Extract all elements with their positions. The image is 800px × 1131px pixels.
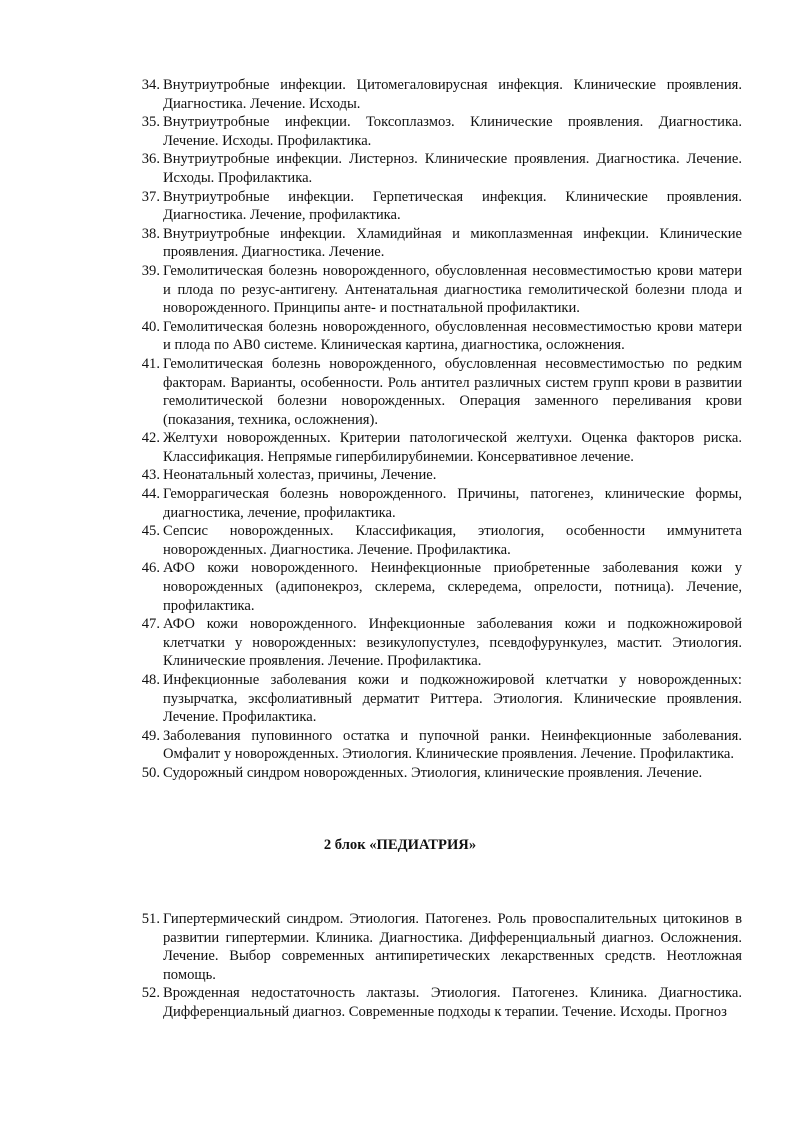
list-item — [0, 318, 800, 355]
list-item — [0, 188, 800, 225]
item-number: 45. — [141, 523, 160, 540]
item-text: Заболевания пуповинного остатка и пупочной ранки. Неинфекционные заболевания. Омфалит у новорожденных. Этиология. Клинические проявления. Лечение. Профилактика. — [163, 727, 742, 763]
item-number: 38. — [141, 225, 160, 242]
item-number: 42. — [141, 430, 160, 447]
item-number: 36. — [141, 151, 160, 168]
item-number: 46. — [141, 560, 160, 577]
item-text: Желтухи новорожденных. Критерии патологической желтухи. Оценка факторов риска. Классификация. Непрямые гипербилирубинемии. Консервативное лечение. — [163, 430, 742, 465]
list-item — [0, 485, 800, 522]
item-number: 43. — [141, 467, 160, 484]
item-text: Геморрагическая болезнь новорожденного. Причины, патогенез, клинические формы, диагностика, лечение, профилактика. — [163, 486, 742, 521]
item-text: Внутриутробные инфекции. Герпетическая инфекция. Клинические проявления. Диагностика. Лечение, профилактика. — [163, 188, 742, 224]
item-text: АФО кожи новорожденного. Неинфекционные приобретенные заболевания кожи у новорожденных (адипонекроз, склерема, склередема, опрелости, потница). Лечение, профилактика. — [163, 560, 742, 614]
list-item — [0, 466, 800, 485]
item-number: 51. — [141, 911, 160, 927]
question-list-pediatrics — [0, 910, 800, 1022]
item-text: Гипертермический синдром. Этиология. Патогенез. Роль провоспалительных цитокинов в развитии гипертермии. Клиника. Диагностика. Дифференциальный диагноз. Осложнения. Лечение. Выбор современных антипиретических лекарственных средств. Неотложная помощь. — [163, 911, 742, 983]
item-text: АФО кожи новорожденного. Инфекционные заболевания кожи и подкожножировой клетчатки у новорожденных: везикулопустулез, псевдофурункулез, мастит. Этиология. Клинические проявления. Лечение. Профилактика. — [163, 616, 742, 670]
item-text: Гемолитическая болезнь новорожденного, обусловленная несовместимостью по редким факторам. Варианты, особенности. Роль антител различных систем групп крови в развитии гемолитической болезни новорожденных. Операция заменного переливания крови (показания, техника, осложнения). — [163, 355, 742, 428]
list-item — [0, 355, 800, 429]
item-number: 39. — [141, 262, 160, 279]
item-number: 34. — [141, 77, 160, 93]
list-item — [0, 615, 800, 671]
list-item — [0, 559, 800, 615]
item-text: Сепсис новорожденных. Классификация, этиология, особенности иммунитета новорожденных. Диагностика. Лечение. Профилактика. — [163, 523, 742, 558]
item-number: 37. — [141, 188, 160, 205]
item-text: Судорожный синдром новорожденных. Этиология, клинические проявления. Лечение. — [163, 764, 703, 781]
item-number: 47. — [141, 616, 160, 633]
item-text: Инфекционные заболевания кожи и подкожножировой клетчатки у новорожденных: пузырчатка, эксфолиативный дерматит Риттера. Этиология. Клинические проявления. Лечение. Профилактика. — [163, 672, 742, 726]
list-item — [0, 764, 800, 783]
item-number: 49. — [141, 727, 160, 744]
block-title: 2 блок «ПЕДИАТРИЯ» — [323, 837, 477, 853]
question-list-neonatology — [0, 76, 800, 783]
item-number: 52. — [141, 985, 160, 1002]
list-item — [0, 671, 800, 727]
item-text: Гемолитическая болезнь новорожденного, обусловленная несовместимостью крови матери и плода по резус-антигену. Антенатальная диагностика гемолитической болезни плода и новорожденного. Принципы анте- и постнатальной профилактики. — [163, 262, 742, 317]
item-number: 48. — [141, 672, 160, 688]
item-text: Внутриутробные инфекции. Листерноз. Клинические проявления. Диагностика. Лечение. Исходы. Профилактика. — [163, 151, 742, 186]
list-item — [0, 429, 800, 466]
list-item — [0, 225, 800, 262]
item-number: 44. — [141, 486, 160, 503]
item-text: Внутриутробные инфекции. Хламидийная и микоплазменная инфекции. Клинические проявления. Диагностика. Лечение. — [163, 225, 742, 261]
list-item — [0, 727, 800, 764]
list-item — [0, 984, 800, 1021]
list-item — [0, 262, 800, 318]
item-number: 35. — [141, 114, 160, 131]
item-text: Неонатальный холестаз, причины, Лечение. — [163, 467, 437, 484]
list-item — [0, 113, 800, 150]
item-text: Врожденная недостаточность лактазы. Этиология. Патогенез. Клиника. Диагностика. Дифференциальный диагноз. Современные подходы к терапии. Течение. Исходы. Прогноз — [163, 985, 742, 1020]
item-text: Внутриутробные инфекции. Цитомегаловирусная инфекция. Клинические проявления. Диагностика. Лечение. Исходы. — [163, 77, 742, 112]
list-item — [0, 522, 800, 559]
item-number: 40. — [141, 318, 160, 335]
list-item — [0, 910, 800, 984]
item-text: Внутриутробные инфекции. Токсоплазмоз. Клинические проявления. Диагностика. Лечение. Исходы. Профилактика. — [163, 114, 742, 149]
item-number: 41. — [141, 355, 160, 372]
item-text: Гемолитическая болезнь новорожденного, обусловленная несовместимостью крови матери и плода по АВ0 системе. Клиническая картина, диагностика, осложнения. — [163, 318, 742, 354]
list-item — [0, 76, 800, 113]
list-item — [0, 150, 800, 187]
item-number: 50. — [141, 764, 160, 781]
